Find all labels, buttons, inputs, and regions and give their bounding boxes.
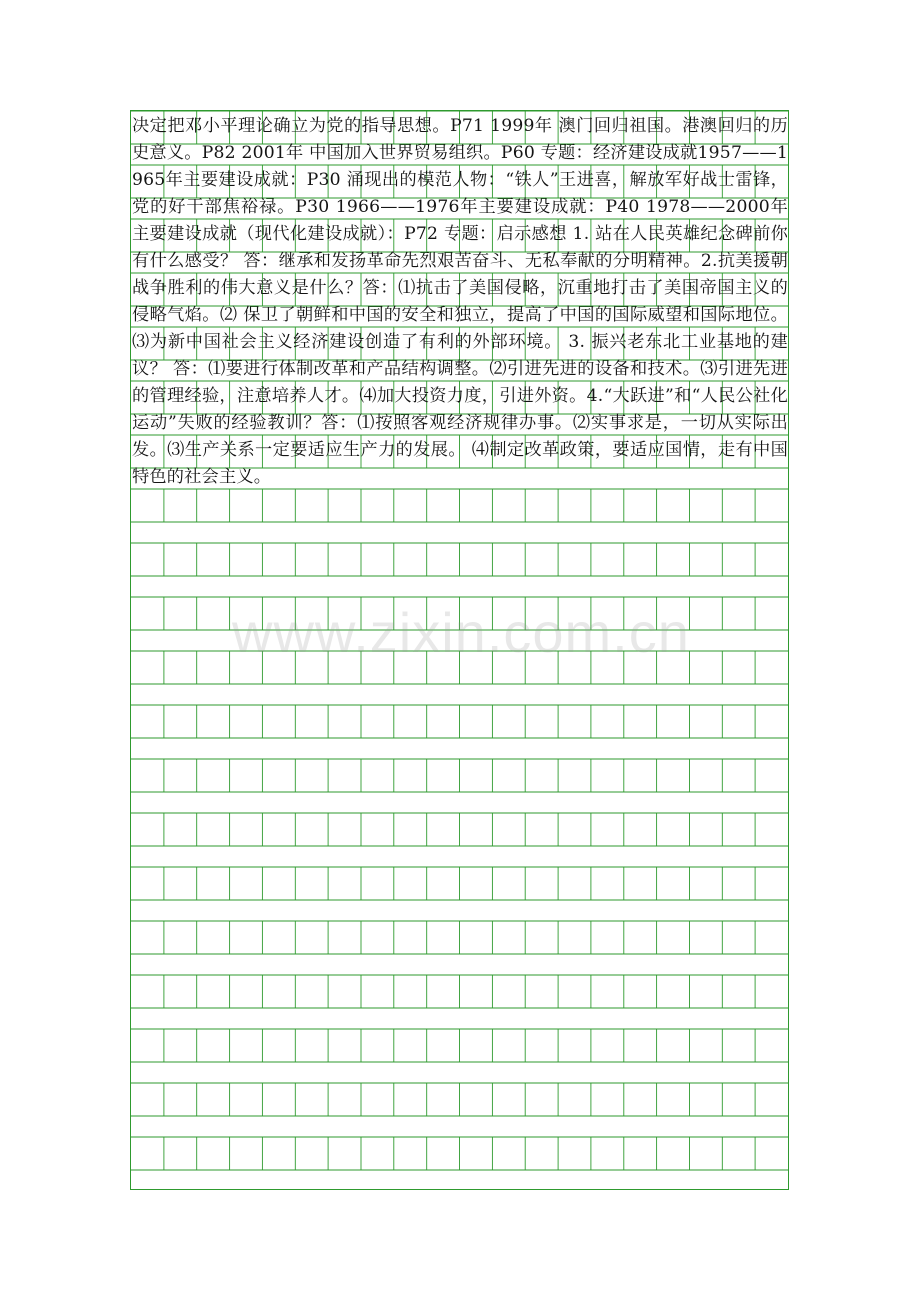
watermark: www.zixin.com.cn bbox=[232, 601, 690, 664]
document-body-text: 决定把邓小平理论确立为党的指导思想。P71 1999年 澳门回归祖国。港澳回归的历史意义。P82 2001年 中国加入世界贸易组织。P60 专题：经济建设成就1957——1965年主要建设成就：P30 涌现出的模范人物：“铁人”王进喜，解放军好战士雷锋，党的好干部焦裕禄。P30 1966——1976年主要建设成就：P40 1978——2000年主要建设成就（现代化建设成就）：P72 专题：启示感想 1. 站在人民英雄纪念碑前你有什么感受？ 答：继承和发扬革命先烈艰苦奋斗、无私奉献的分明精神。2.抗美援朝战争胜利的伟大意义是什么？答：⑴抗击了美国侵略，沉重地打击了美国帝国主义的侵略气焰。⑵ 保卫了朝鲜和中国的安全和独立，提高了中国的国际威望和国际地位。⑶为新中国社会主义经济建设创造了有利的外部环境。 3. 振兴老东北工业基地的建议？ 答：⑴要进行体制改革和产品结构调整。⑵引进先进的设备和技术。⑶引进先进的管理经验，注意培养人才。⑷加大投资力度，引进外资。4.“大跃进”和“人民公社化运动”失败的经验教训？答：⑴按照客观经济规律办事。⑵实事求是，一切从实际出发。⑶生产关系一定要适应生产力的发展。 ⑷制定改革政策，要适应国情，走有中国特色的社会主义。 bbox=[132, 116, 788, 487]
